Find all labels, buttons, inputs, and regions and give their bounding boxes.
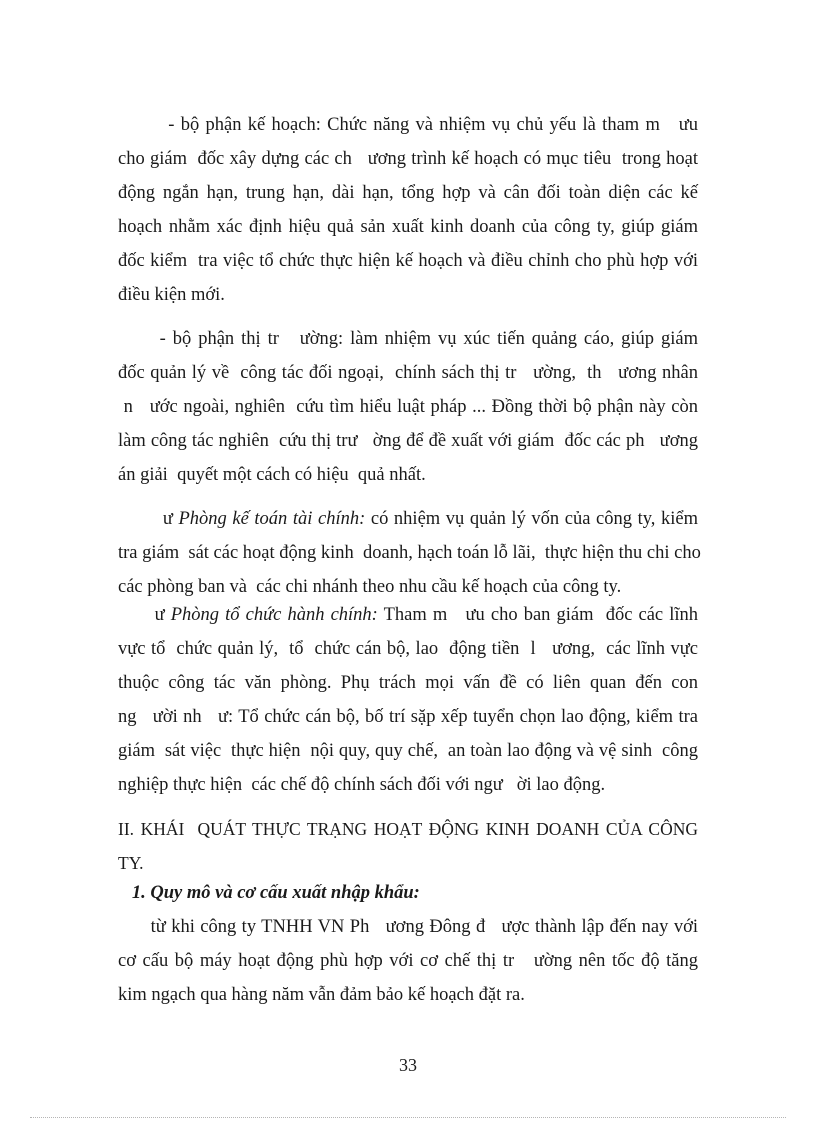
bullet-glyph: ư — [162, 509, 173, 529]
text-line: từ khi công ty TNHH VN Ph ương Đông đ ược thành lập đến nay với — [118, 917, 698, 937]
dept-label: Phòng kế toán tài chính: — [178, 509, 366, 529]
section-heading — [118, 812, 698, 880]
subheading-block — [118, 876, 698, 910]
subheading: 1. Quy mô và cơ cấu xuất nhập khẩu: — [131, 883, 420, 903]
heading-line: TY. — [118, 853, 144, 873]
text-line: động ngắn hạn, trung hạn, dài hạn, tổng hợp và cân đối toàn diện các kế — [118, 183, 698, 203]
text-line: giám sát việc thực hiện nội quy, quy chế, an toàn lao động và vệ sinh công — [118, 741, 698, 761]
text-line: kim ngạch qua hàng năm vẫn đảm bảo kế hoạch đặt ra. — [118, 985, 525, 1005]
footer-dotted-rule — [30, 1117, 786, 1118]
text-line: làm công tác nghiên cứu thị trư ờng để đề xuất với giám đốc các ph ương — [118, 431, 698, 451]
paragraph-admin-dept — [118, 598, 698, 802]
paragraph-scale — [118, 910, 698, 1012]
text-line: - bộ phận thị tr ường: làm nhiệm vụ xúc tiến quảng cáo, giúp giám — [118, 329, 698, 349]
bullet-glyph: ư — [154, 605, 165, 625]
text-line: thuộc công tác văn phòng. Phụ trách mọi vấn đề có liên quan đến con — [118, 673, 698, 693]
page-number: 33 — [399, 1055, 417, 1075]
text-line: hoạch nhằm xác định hiệu quả sản xuất kinh doanh của công ty, giúp giám — [118, 217, 698, 237]
text-line: - bộ phận kế hoạch: Chức năng và nhiệm vụ chủ yếu là tham m ưu — [118, 115, 698, 135]
text-line: vực tổ chức quản lý, tổ chức cán bộ, lao động tiền l ương, các lĩnh vực — [118, 639, 698, 659]
text-line: đốc kiểm tra việc tổ chức thực hiện kế hoạch và điều chỉnh cho phù hợp với — [118, 251, 698, 271]
text-line: đốc quản lý về công tác đối ngoại, chính sách thị tr ường, th ương nhân — [118, 363, 698, 383]
text-line: ng ười nh ư: Tổ chức cán bộ, bố trí sặp xếp tuyển chọn lao động, kiểm tra — [118, 707, 698, 727]
dept-label: Phòng tổ chức hành chính: — [170, 605, 378, 625]
text-line: ư Phòng tổ chức hành chính: Tham m ưu cho ban giám đốc các lĩnh — [154, 605, 699, 625]
paragraph-planning-dept — [118, 108, 698, 312]
text-line: tra giám sát các hoạt động kinh doanh, hạch toán lỗ lãi, thực hiện thu chi cho — [118, 543, 701, 563]
paragraph-finance-dept — [118, 502, 701, 604]
text-line: án giải quyết một cách có hiệu quả nhất. — [118, 465, 426, 485]
text-line: nghiệp thực hiện các chế độ chính sách đối với ngư ời lao động. — [118, 775, 606, 795]
text-line: cơ cấu bộ máy hoạt động phù hợp với cơ chế thị tr ường nên tốc độ tăng — [118, 951, 698, 971]
text-line — [118, 876, 698, 910]
text-line: ư Phòng kế toán tài chính: có nhiệm vụ quản lý vốn của công ty, kiểm — [162, 509, 699, 529]
text-line: điều kiện mới. — [118, 285, 225, 305]
text-line: cho giám đốc xây dựng các ch ương trình kế hoạch có mục tiêu trong hoạt — [118, 149, 698, 169]
heading-line: II. KHÁI QUÁT THỰC TRẠNG HOẠT ĐỘNG KINH DOANH CỦA CÔNG — [118, 819, 698, 839]
paragraph-market-dept — [118, 322, 698, 492]
text-line: các phòng ban và các chi nhánh theo nhu cầu kế hoạch của công ty. — [118, 577, 622, 597]
text-line: n ước ngoài, nghiên cứu tìm hiểu luật pháp ... Đồng thời bộ phận này còn — [118, 397, 698, 417]
